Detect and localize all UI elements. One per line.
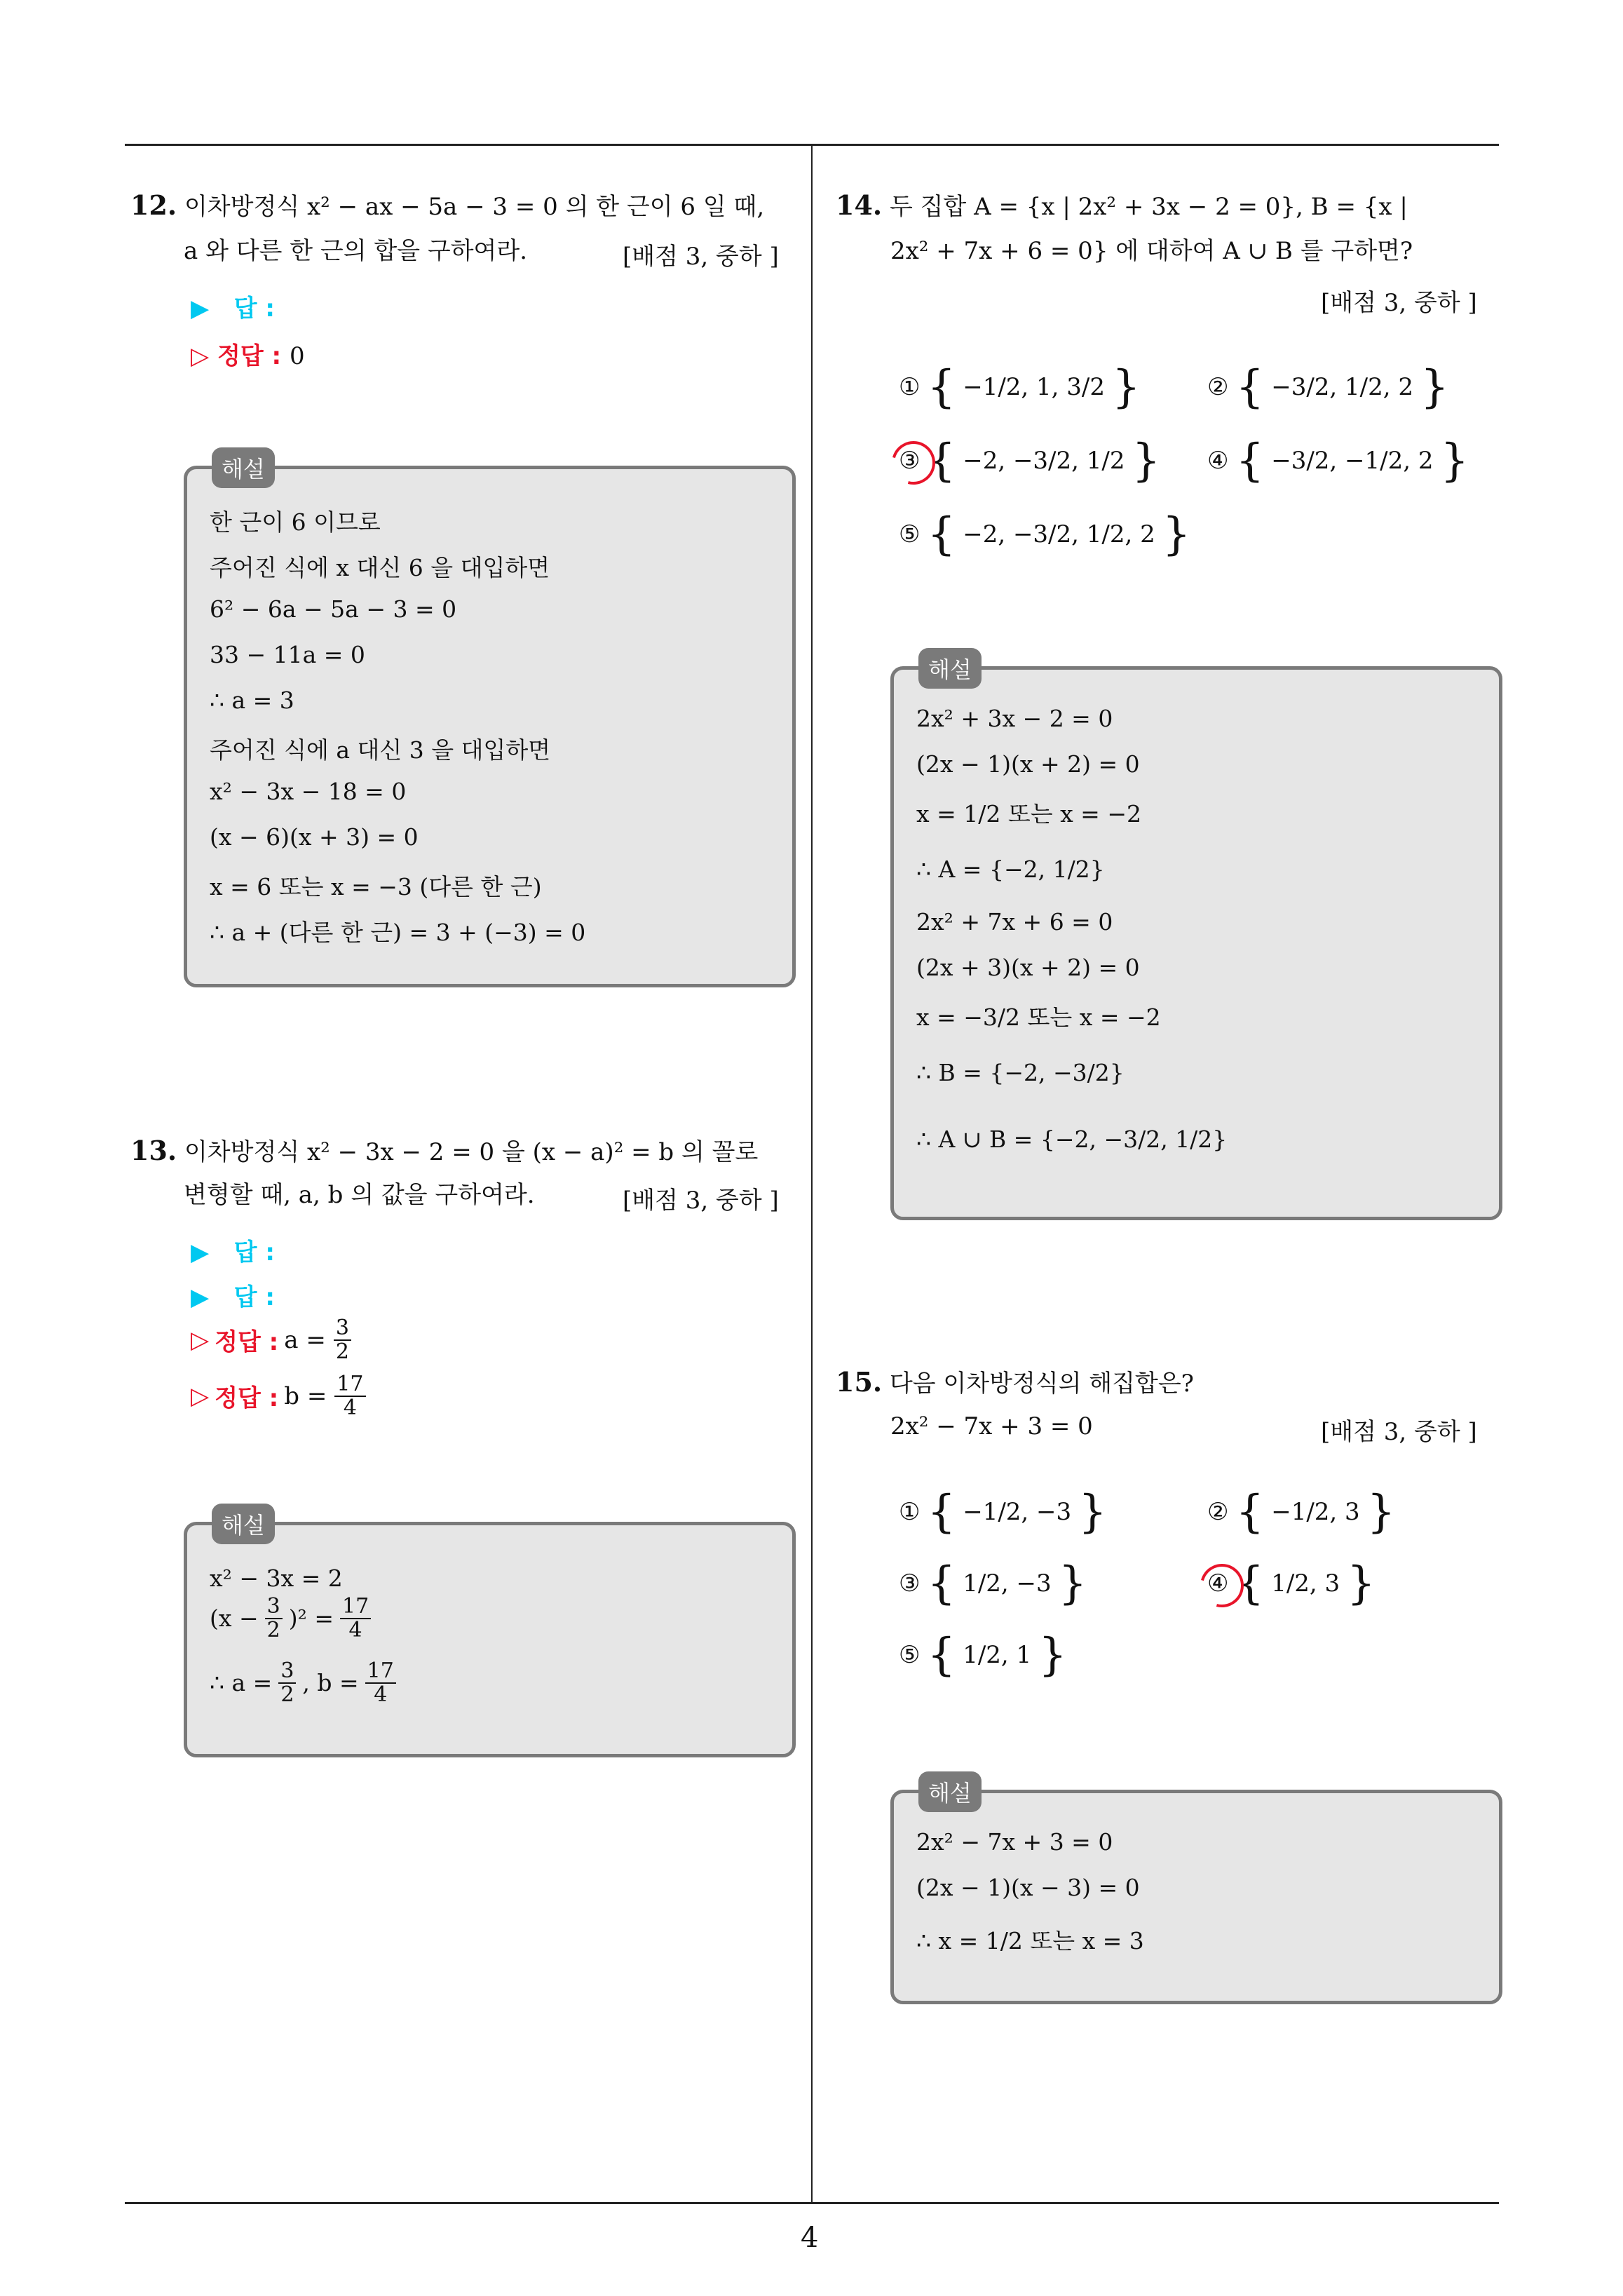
question-text-line2: 변형할 때, a, b 의 값을 구하여라. bbox=[184, 1181, 535, 1209]
explanation-tag: 해설 bbox=[918, 648, 982, 689]
question-text-line2: a 와 다른 한 근의 합을 구하여라. bbox=[184, 237, 528, 265]
score-label: [배점 3, 중하 ] bbox=[1321, 1418, 1477, 1446]
option-set: 1/2, −3 bbox=[963, 1569, 1052, 1598]
explanation-line: (2x − 1)(x − 3) = 0 bbox=[916, 1874, 1140, 1901]
option-4[interactable]: ④ { −3/2, −1/2, 2 } bbox=[1207, 435, 1469, 487]
explanation-line: 주어진 식에 a 대신 3 을 대입하면 bbox=[210, 736, 551, 764]
question-text-line1: 이차방정식 x² − ax − 5a − 3 = 0 의 한 근이 6 일 때, bbox=[184, 193, 765, 221]
option-2[interactable]: ② { −3/2, 1/2, 2 } bbox=[1207, 361, 1449, 413]
bottom-rule bbox=[125, 2202, 1499, 2204]
correct-answer-value: 0 bbox=[289, 342, 305, 370]
option-1[interactable]: ① { −1/2, −3 } bbox=[899, 1486, 1107, 1538]
play-icon: ▶ bbox=[191, 295, 210, 323]
fraction: $\frac{17}{4}$ bbox=[334, 1373, 365, 1419]
correct-answer-row: ▷ 정답 : b = $\frac{17}{4}$ bbox=[191, 1373, 368, 1419]
explanation-box bbox=[890, 666, 1502, 1220]
score-label: [배점 3, 중하 ] bbox=[623, 1187, 779, 1215]
question-number: 13. bbox=[130, 1135, 177, 1166]
explanation-box bbox=[890, 1790, 1502, 2004]
explanation-line: ∴ B = {−2, −3/2} bbox=[916, 1059, 1125, 1086]
explanation-line: ∴ a = $\frac{3}{2}$ , b = $\frac{17}{4}$ bbox=[210, 1660, 398, 1706]
explanation-box bbox=[184, 466, 796, 987]
question-text-line1: 두 집합 A = {x | 2x² + 3x − 2 = 0}, B = {x | bbox=[889, 193, 1408, 221]
selected-mark-icon: ④ bbox=[1207, 1569, 1229, 1598]
explanation-line: ∴ A = {−2, 1/2} bbox=[916, 856, 1105, 883]
explanation-line: 한 근이 6 이므로 bbox=[210, 508, 381, 536]
explanation-line: ∴ a + (다른 한 근) = 3 + (−3) = 0 bbox=[210, 919, 586, 946]
fraction: $\frac{17}{4}$ bbox=[340, 1595, 371, 1641]
page-number: 4 bbox=[801, 2222, 819, 2254]
option-3[interactable]: ③ { 1/2, −3 } bbox=[899, 1558, 1087, 1609]
explanation-line: ∴ x = 1/2 또는 x = 3 bbox=[916, 1927, 1144, 1954]
question-text-line2: 2x² + 7x + 6 = 0} 에 대하여 A ∪ B 를 구하면? bbox=[890, 237, 1413, 265]
explanation-line: x² − 3x = 2 bbox=[210, 1565, 343, 1592]
explanation-tag: 해설 bbox=[212, 1504, 275, 1544]
explanation-line: x = 1/2 또는 x = −2 bbox=[916, 800, 1141, 828]
fraction: $\frac{3}{2}$ bbox=[265, 1595, 283, 1641]
explanation-tag: 해설 bbox=[918, 1771, 982, 1812]
option-5[interactable]: ⑤ { −2, −3/2, 1/2, 2 } bbox=[899, 508, 1191, 560]
explanation-tag: 해설 bbox=[212, 447, 275, 488]
option-set: −2, −3/2, 1/2 bbox=[963, 447, 1125, 475]
question-equation: 2x² − 7x + 3 = 0 bbox=[890, 1412, 1093, 1440]
fraction: $\frac{3}{2}$ bbox=[334, 1317, 351, 1363]
answer-row: ▶ 답 : bbox=[191, 1283, 275, 1311]
score-label: [배점 3, 중하 ] bbox=[623, 243, 779, 271]
option-set: −1/2, 1, 3/2 bbox=[963, 373, 1105, 401]
explanation-line: (2x + 3)(x + 2) = 0 bbox=[916, 954, 1140, 981]
fraction: $\frac{17}{4}$ bbox=[365, 1660, 396, 1706]
correct-answer-row: ▷ 정답 : a = $\frac{3}{2}$ bbox=[191, 1317, 353, 1363]
selected-mark-icon: ③ bbox=[899, 447, 921, 475]
explanation-line: 2x² + 7x + 6 = 0 bbox=[916, 908, 1113, 936]
answer-row: ▶ 답 : bbox=[191, 295, 275, 323]
option-1[interactable]: ① { −1/2, 1, 3/2 } bbox=[899, 361, 1141, 413]
explanation-line: (x − $\frac{3}{2}$ )² = $\frac{17}{4}$ bbox=[210, 1595, 373, 1641]
play-icon: ▶ bbox=[191, 1238, 210, 1267]
explanation-line: 33 − 11a = 0 bbox=[210, 641, 365, 668]
option-set: 1/2, 3 bbox=[1271, 1569, 1340, 1598]
column-divider bbox=[811, 144, 813, 2202]
explanation-line: 2x² − 7x + 3 = 0 bbox=[916, 1828, 1113, 1856]
explanation-line: 2x² + 3x − 2 = 0 bbox=[916, 705, 1113, 732]
outline-play-icon: ▷ bbox=[191, 342, 210, 370]
explanation-line: (x − 6)(x + 3) = 0 bbox=[210, 823, 419, 851]
question-number: 15. bbox=[836, 1366, 883, 1398]
option-set: −2, −3/2, 1/2, 2 bbox=[963, 520, 1155, 548]
score-label: [배점 3, 중하 ] bbox=[1321, 289, 1477, 317]
explanation-line: 6² − 6a − 5a − 3 = 0 bbox=[210, 595, 457, 623]
option-set: −3/2, 1/2, 2 bbox=[1271, 373, 1413, 401]
explanation-line: ∴ A ∪ B = {−2, −3/2, 1/2} bbox=[916, 1126, 1228, 1153]
question-text-line1: 다음 이차방정식의 해집합은? bbox=[889, 1370, 1194, 1398]
question-number: 12. bbox=[130, 189, 177, 221]
option-4[interactable]: ④ { 1/2, 3 } bbox=[1207, 1558, 1376, 1609]
fraction: $\frac{3}{2}$ bbox=[278, 1660, 296, 1706]
outline-play-icon: ▷ bbox=[191, 1382, 210, 1410]
option-set: −3/2, −1/2, 2 bbox=[1271, 447, 1434, 475]
option-set: −1/2, −3 bbox=[963, 1498, 1072, 1526]
answer-row: ▶ 답 : bbox=[191, 1238, 275, 1267]
explanation-line: x = 6 또는 x = −3 (다른 한 근) bbox=[210, 873, 542, 900]
explanation-line: ∴ a = 3 bbox=[210, 687, 294, 714]
explanation-box bbox=[184, 1522, 796, 1757]
option-5[interactable]: ⑤ { 1/2, 1 } bbox=[899, 1629, 1067, 1681]
option-2[interactable]: ② { −1/2, 3 } bbox=[1207, 1486, 1396, 1538]
outline-play-icon: ▷ bbox=[191, 1325, 210, 1354]
correct-answer-row: ▷ 정답 : 0 bbox=[191, 342, 305, 370]
option-3[interactable]: ③ { −2, −3/2, 1/2 } bbox=[899, 435, 1161, 487]
play-icon: ▶ bbox=[191, 1283, 210, 1311]
option-set: −1/2, 3 bbox=[1271, 1498, 1360, 1526]
question-text-line1: 이차방정식 x² − 3x − 2 = 0 을 (x − a)² = b 의 꼴로 bbox=[184, 1138, 759, 1166]
explanation-line: x = −3/2 또는 x = −2 bbox=[916, 1004, 1161, 1031]
explanation-line: x² − 3x − 18 = 0 bbox=[210, 778, 407, 805]
question-number: 14. bbox=[836, 189, 883, 221]
explanation-line: (2x − 1)(x + 2) = 0 bbox=[916, 750, 1140, 778]
explanation-line: 주어진 식에 x 대신 6 을 대입하면 bbox=[210, 554, 550, 581]
option-set: 1/2, 1 bbox=[963, 1641, 1032, 1669]
